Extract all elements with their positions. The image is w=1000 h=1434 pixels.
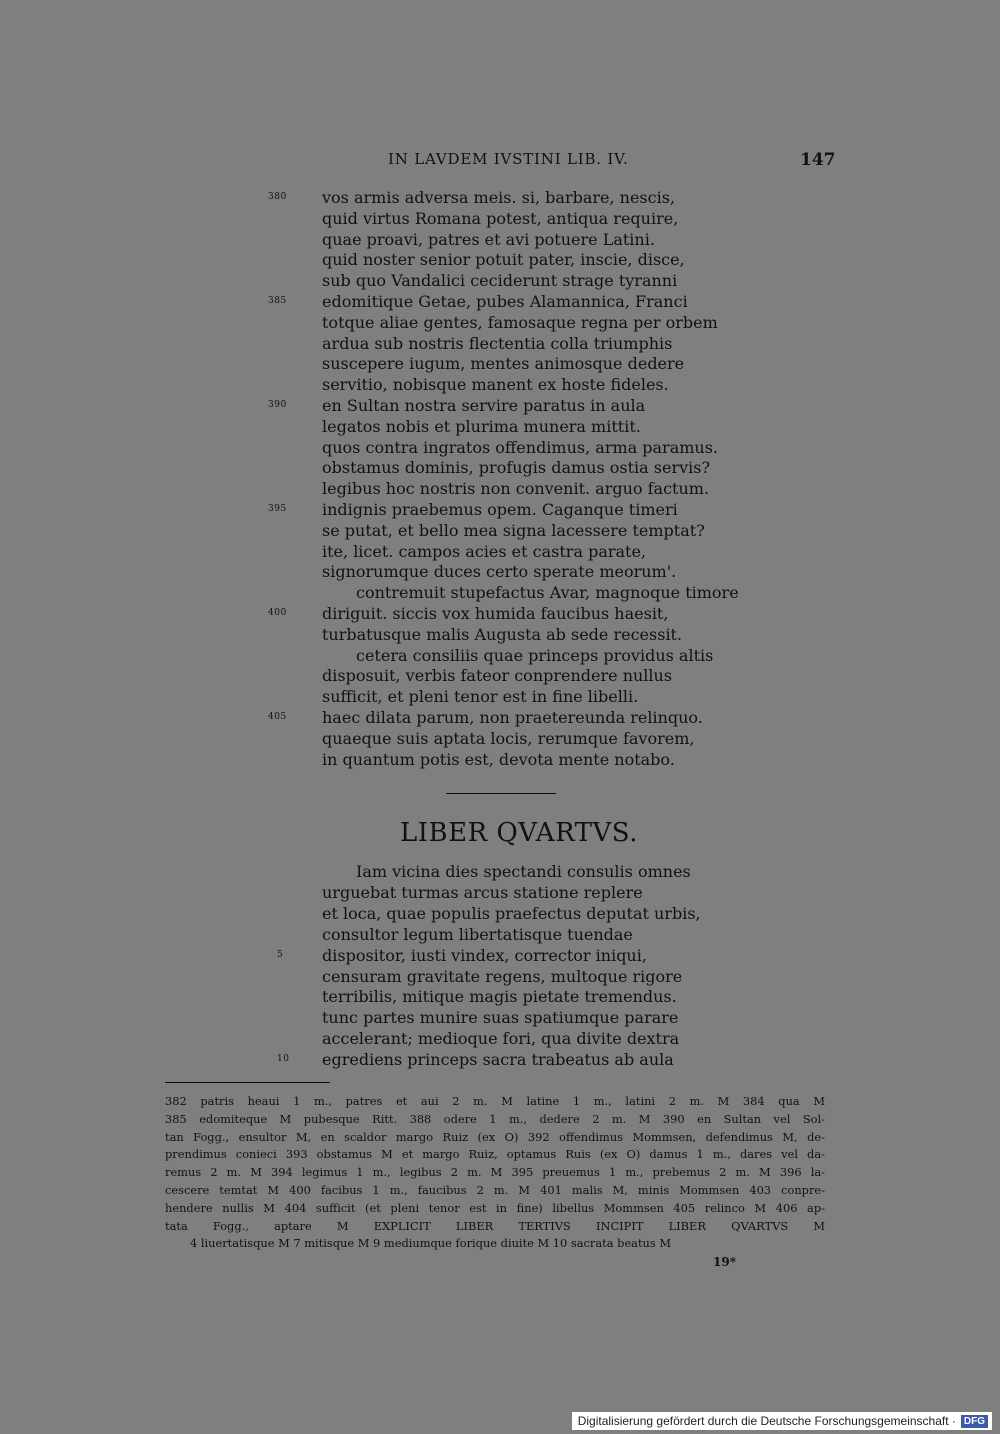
verse-line: signorumque duces certo sperate meorum'. (322, 562, 677, 582)
verse-line: sufficit, et pleni tenor est in fine libelli. (322, 687, 639, 707)
verse-line: cetera consiliis quae princeps providus altis (356, 645, 714, 665)
verse-line: disposuit, verbis fateor conprendere nullus (322, 666, 673, 686)
verse-line: quaeque suis aptata locis, rerumque favorem, (322, 728, 695, 748)
verse-line: tunc partes munire suas spatiumque parare (322, 1008, 679, 1028)
verse-line: egrediens princeps sacra trabeatus ab aula (322, 1050, 674, 1070)
verse-line: quid noster senior potuit pater, inscie, disce, (322, 250, 685, 270)
verse-line: en Sultan nostra servire paratus in aula (322, 396, 646, 415)
apparatus-line: 385 edomiteque M pubesque Ritt. 388 odere 1 m., dedere 2 m. M 390 en Sultan vel Sol- (165, 1111, 825, 1126)
apparatus-line: 4 liuertatisque M 7 mitisque M 9 mediumque forique diuite M 10 sacrata beatus M (190, 1236, 672, 1251)
section-divider (446, 793, 556, 794)
apparatus-line: 382 patris heaui 1 m., patres et aui 2 m. M latine 1 m., latini 2 m. M 384 qua M (165, 1094, 825, 1108)
signature-mark: 19* (713, 1255, 736, 1269)
verse-line: diriguit. siccis vox humida faucibus haesit, (322, 604, 669, 623)
notes-rule (165, 1082, 330, 1083)
verse-line: edomitique Getae, pubes Alamannica, Franci (322, 292, 688, 311)
verse-line: terribilis, mitique magis pietate tremendus. (322, 987, 677, 1007)
section-title: LIBER QVARTVS. (400, 818, 638, 848)
credit-text: Digitalisierung gefördert durch die Deutsche Forschungsgemeinschaft · (577, 1414, 956, 1428)
verse-line: totque aliae gentes, famosaque regna per orbem (322, 312, 718, 332)
verse-line: sub quo Vandalici ceciderunt strage tyranni (322, 271, 678, 291)
verse-line: vos armis adversa meis. si, barbare, nescis, (322, 188, 676, 207)
verse-line: turbatusque malis Augusta ab sede recessit. (322, 624, 683, 644)
apparatus-line: hendere nullis M 404 sufficit (et pleni tenor est in fine) libellus Mommsen 405 relinco M 406 ap- (165, 1200, 825, 1215)
verse-line: quos contra ingratos offendimus, arma paramus. (322, 437, 719, 457)
line-number: 380 (268, 192, 287, 202)
running-title: IN LAVDEM IVSTINI LIB. IV. (388, 150, 629, 168)
verse-line: contremuit stupefactus Avar, magnoque timore (356, 583, 739, 603)
verse-line: quae proavi, patres et avi potuere Latini. (322, 229, 655, 249)
verse-line: indignis praebemus opem. Caganque timeri (322, 500, 678, 519)
verse-line: urguebat turmas arcus statione replere (322, 882, 643, 902)
page-number: 147 (800, 150, 836, 170)
verse-line: obstamus dominis, profugis damus ostia servis? (322, 458, 711, 478)
digitization-credit (572, 1412, 992, 1430)
line-number: 5 (277, 949, 284, 960)
apparatus-line: cescere temtat M 400 facibus 1 m., faucibus 2 m. M 401 malis M, minis Mommsen 403 conpre- (165, 1183, 825, 1197)
verse-line: Iam vicina dies spectandi consulis omnes (356, 862, 691, 881)
verse-line: legibus hoc nostris non convenit. arguo factum. (322, 479, 710, 499)
line-number: 405 (268, 712, 287, 722)
apparatus-line: remus 2 m. M 394 legimus 1 m., legibus 2 m. M 395 preuemus 1 m., prebemus 2 m. M 396 la- (165, 1165, 825, 1180)
line-number: 390 (268, 400, 287, 410)
verse-line: et loca, quae populis praefectus deputat urbis, (322, 903, 701, 923)
verse-line: censuram gravitate regens, multoque rigore (322, 966, 683, 986)
line-number: 385 (268, 296, 287, 306)
verse-line: quid virtus Romana potest, antiqua require, (322, 208, 679, 228)
verse-line: servitio, nobisque manent ex hoste fideles. (322, 375, 669, 395)
verse-line: dispositor, iusti vindex, corrector iniqui, (322, 945, 647, 965)
line-number: 400 (268, 608, 287, 618)
line-number: 395 (268, 504, 287, 514)
verse-line: legatos nobis et plurima munera mittit. (322, 416, 641, 436)
verse-line: consultor legum libertatisque tuendae (322, 924, 633, 944)
verse-line: suscepere iugum, mentes animosque dedere (322, 354, 685, 374)
dfg-logo-icon: DFG (961, 1415, 988, 1428)
verse-line: in quantum potis est, devota mente notabo. (322, 749, 675, 769)
apparatus-line: tan Fogg., ensultor M, en scaldor margo Ruiz (ex O) 392 offendimus Mommsen, defendimus M, de- (165, 1129, 825, 1144)
verse-line: accelerant; medioque fori, qua divite dextra (322, 1029, 680, 1049)
apparatus-line: prendimus conieci 393 obstamus M et margo Ruiz, optamus Ruis (ex O) damus 1 m., dares vel da- (165, 1147, 825, 1162)
verse-line: ite, licet. campos acies et castra parate, (322, 541, 647, 561)
apparatus-line: tata Fogg., aptare M EXPLICIT LIBER TERTIVS INCIPIT LIBER QVARTVS M (165, 1218, 825, 1233)
verse-line: haec dilata parum, non praetereunda relinquo. (322, 708, 703, 727)
verse-line: se putat, et bello mea signa lacessere temptat? (322, 520, 705, 540)
line-number: 10 (277, 1054, 290, 1065)
verse-line: ardua sub nostris flectentia colla triumphis (322, 333, 673, 353)
